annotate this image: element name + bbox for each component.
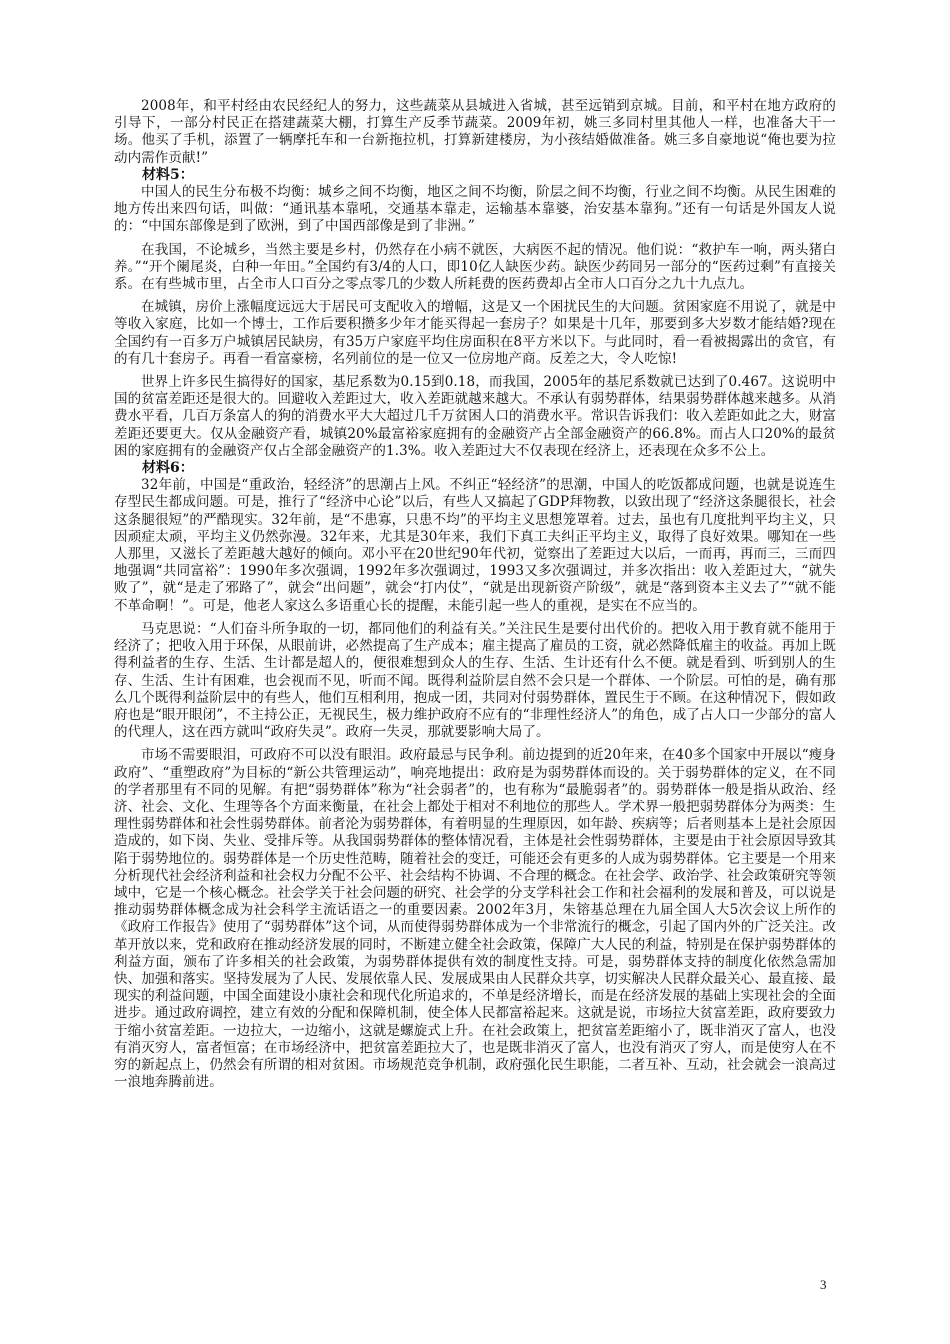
document-page bbox=[114, 98, 836, 1091]
paragraph-gini: 世界上许多民生搞得好的国家，基尼系数为0.15到0.18，而我国，2005年的基尼系数就已达到了0.467。这说明中国的贫富差距还是很大的。回避收入差距过大，收入差距就越来越大。不承认有弱势群体，结果弱势群体越来越多。从消费水平看，几百万条富人的狗的消费水平大大超过几千万贫困人口的消费水平。常识告诉我们：收入差距如此之大，财富差距还要更大。仅从金融资产看，城镇20%最富裕家庭拥有的金融资产占全部金融资产的66.8%。而占人口20%的最贫困的家庭拥有的金融资产仅占全部金融资产的1.3%。收入差距过大不仅表现在经济上，还表现在众多不公上。 bbox=[114, 374, 836, 459]
paragraph-marx: 马克思说：“人们奋斗所争取的一切，都同他们的利益有关。”关注民生是要付出代价的。把收入用于教育就不能用于经济了；把收入用于环保，从眼前讲，必然提高了生产成本；雇主提高了雇员的工资，就必然降低雇主的收益。再加上既得利益者的生存、生活、生计都是超人的，便很难想到众人的生存、生活、生计还有什么不便。就是看到、听到别人的生存、生活、生计有困难，也会视而不见，听而不闻。既得利益阶层自然不会只是一个群体、一个阶层。可怕的是，确有那么几个既得利益阶层中的有些人，他们互相利用，抱成一团，共同对付弱势群体，置民生于不顾。在这种情况下，假如政府也是“眼开眼闭”，不主持公正，无视民生，极力维护政府不应有的“非理性经济人”的角色，成了占人口一少部分的富人的代理人，这在西方就叫“政府失灵”。政府一失灵，那就要影响大局了。 bbox=[114, 620, 836, 741]
page-number: 3 bbox=[820, 1277, 827, 1292]
heading-material-5: 材料5： bbox=[142, 166, 194, 183]
paragraph-intro: 2008年，和平村经由农民经纪人的努力，这些蔬菜从县城进入省城，甚至远销到京城。目前，和平村在地方政府的引导下，一部分村民正在搭建蔬菜大棚，打算生产反季节蔬菜。2009年初，姚三多同村里其他人一样，也准备大干一场。他买了手机，添置了一辆摩托车和一台新拖拉机，打算新建楼房，为小孩结婚做准备。姚三多自豪地说“俺也要为拉动内需作贡献!” bbox=[114, 98, 836, 166]
paragraph-housing: 在城镇，房价上涨幅度远远大于居民可支配收入的增幅，这是又一个困扰民生的大问题。贫困家庭不用说了，就是中等收入家庭，比如一个博士，工作后要积攒多少年才能买得起一套房子？如果是十几年，那要到多大岁数才能结婚?现在全国约有一百多万户城镇居民缺房，有35万户家庭平均住房面积在8平方米以下。与此同时，看一看被揭露出的贪官，有的有几十套房子。再看一看富豪榜，名列前位的是一位又一位房地产商。反差之大，令人吃惊! bbox=[114, 299, 836, 367]
paragraph-livelihood-imbalance: 中国人的民生分布极不均衡：城乡之间不均衡，地区之间不均衡，阶层之间不均衡，行业之间不均衡。从民生困难的地方传出来四句话，叫做：“通讯基本靠吼，交通基本靠走，运输基本靠婆，治安基本靠狗。”还有一句话是外国友人说的：“中国东部像是到了欧洲，到了中国西部像是到了非洲。” bbox=[114, 184, 836, 235]
paragraph-vulnerable-groups: 市场不需要眼泪，可政府不可以没有眼泪。政府最忌与民争利。前边提到的近20年来，在40多个国家中开展以“瘦身政府”、“重塑政府”为目标的“新公共管理运动”，响亮地提出：政府是为弱势群体而设的。关于弱势群体的定义，在不同的学者那里有不同的见解。有把“弱势群体”称为“社会弱者”的，也有称为“最脆弱者”的。弱势群体一般是指从政治、经济、社会、文化、生理等各个方面来衡量，在社会上都处于相对不利地位的那些人。学术界一般把弱势群体分为两类：生理性弱势群体和社会性弱势群体。前者沦为弱势群体，有着明显的生理原因，如年龄、疾病等；后者则基本上是社会原因造成的，如下岗、失业、受排斥等。从我国弱势群体的整体情况看，主体是社会性弱势群体，主要是由于社会原因导致其陷于弱势地位的。弱势群体是一个历史性范畴，随着社会的变迁，可能还会有更多的人成为弱势群体。它主要是一个用来分析现代社会经济利益和社会权力分配不公平、社会结构不协调、不合理的概念。在社会学、政治学、社会政策研究等领域中，它是一个核心概念。社会学关于社会问题的研究、社会学的分支学科社会工作和社会福利的发展和普及，可以说是推动弱势群体概念成为社会科学主流话语之一的重要因素。2002年3月，朱镕基总理在九届全国人大5次会议上所作的《政府工作报告》使用了“弱势群体”这个词，从而使得弱势群体成为一个非常流行的概念，引起了国内外的广泛关注。改革开放以来，党和政府在推动经济发展的同时，不断建立健全社会政策，保障广大人民的利益，特别是在保护弱势群体的利益方面，颁布了许多相关的社会政策，为弱势群体提供有效的制度性支持。可是，弱势群体支持的制度化依然急需加快、加强和落实。坚持发展为了人民、发展依靠人民、发展成果由人民群众共享，切实解决人民群众最关心、最直接、最现实的利益问题，中国全面建设小康社会和现代化所追求的，不单是经济增长，而是在经济发展的基础上实现社会的全面进步。通过政府调控，建立有效的分配和保障机制，使全体人民都富裕起来。这就是说，市场拉大贫富差距，政府要致力于缩小贫富差距。一边拉大，一边缩小，这就是螺旋式上升。在社会政策上，把贫富差距缩小了，既非消灭了富人，也没有消灭穷人，富者恒富；在市场经济中，把贫富差距拉大了，也是既非消灭了富人，也没有消灭了穷人，而是使穷人在不穷的新起点上，仍然会有所谓的相对贫困。市场规范竞争机制，政府强化民生职能，二者互补、互动，社会就会一浪高过一浪地奔腾前进。 bbox=[114, 747, 836, 1091]
paragraph-history: 32年前，中国是“重政治，轻经济”的思潮占上风。不纠正“轻经济”的思潮，中国人的吃饭都成问题，也就是说连生存型民生都成问题。可是，推行了“经济中心论”以后，有些人又搞起了GDP拜物教，以致出现了“经济这条腿很长，社会这条腿很短”的严酷现实。32年前，是“不患寡，只患不均”的平均主义思想笼罩着。过去，虽也有几度批判平均主义，只因顽症太顽，平均主义仍然弥漫。32年来，尤其是30年来，我们下真工夫纠正平均主义，取得了良好效果。哪知在一些人那里，又滋长了差距越大越好的倾向。邓小平在20世纪90年代初，觉察出了差距过大以后，一而再，再而三，三而四地强调“共同富裕”：1990年多次强调，1992年多次强调过，1993又多次强调过，并多次指出：收入差距过大，“就失败了”，就“是走了邪路了”，就会“出问题”，就会“打内仗”，“就是出现新资产阶级”，就是“落到资本主义去了”“就不能不革命啊！”。可是，他老人家这么多语重心长的提醒，未能引起一些人的重视，是实在不应当的。 bbox=[114, 477, 836, 614]
heading-material-6: 材料6： bbox=[142, 460, 194, 477]
paragraph-medical-care: 在我国，不论城乡，当然主要是乡村，仍然存在小病不就医，大病医不起的情况。他们说：“救护车一响，两头猪白养。”“开个阑尾炎，白种一年田。”全国约有3/4的人口，即10亿人缺医少药。缺医少药同另一部分的“医药过剩”有直接关系。在有些城市里，占全市人口百分之零点零几的少数人所耗费的医药费却占全市人口百分之九十九点九。 bbox=[114, 241, 836, 293]
